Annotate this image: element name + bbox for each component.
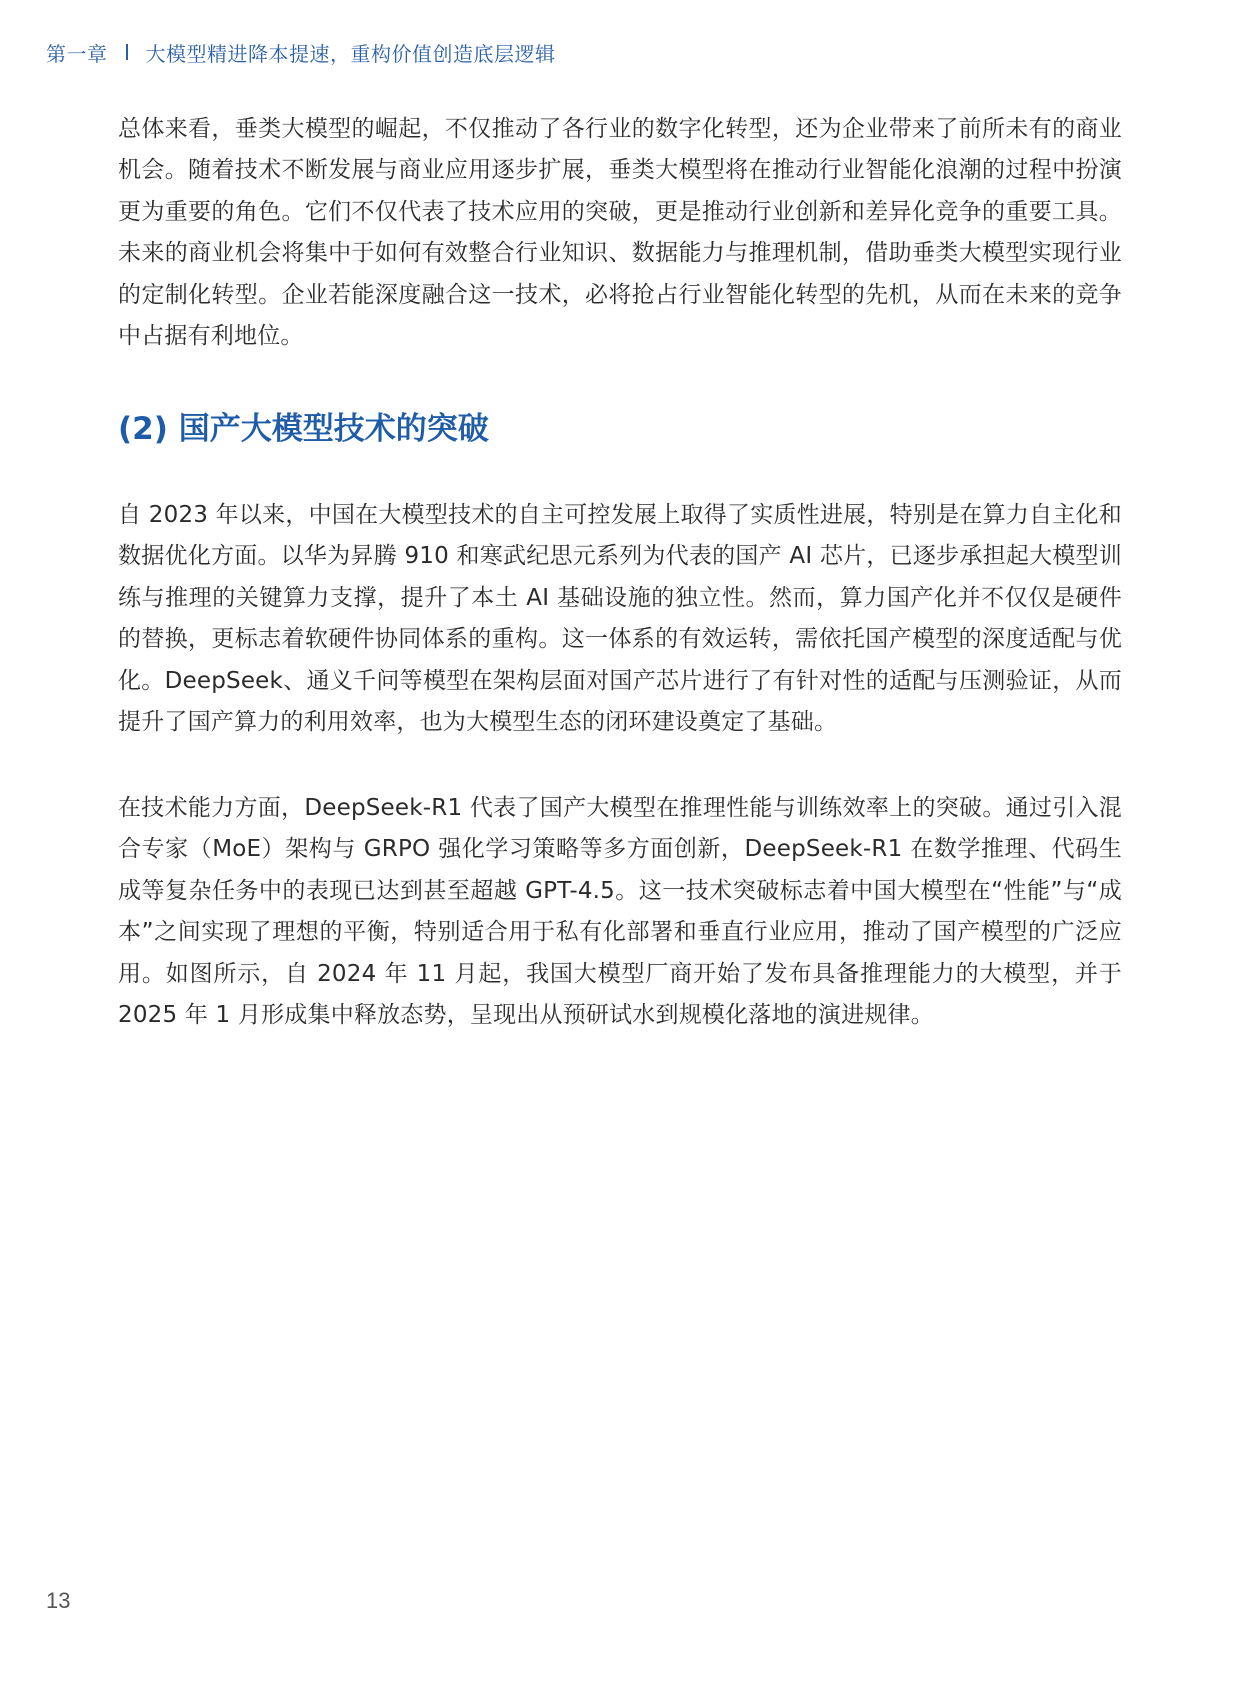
body-paragraph-1: 总体来看，垂类大模型的崛起，不仅推动了各行业的数字化转型，还为企业带来了前所未有的商业机会。随着技术不断发展与商业应用逐步扩展，垂类大模型将在推动行业智能化浪潮的过程中扮演更为重要的角色。它们不仅代表了技术应用的突破，更是推动行业创新和差异化竞争的重要工具。未来的商业机会将集中于如何有效整合行业知识、数据能力与推理机制，借助垂类大模型实现行业的定制化转型。企业若能深度融合这一技术，必将抢占行业智能化转型的先机，从而在未来的竞争中占据有利地位。	[118, 116, 1122, 350]
section-title: (2) 国产大模型技术的突破	[118, 411, 489, 447]
running-header	[46, 36, 556, 68]
body-paragraph-3: 在技术能力方面，DeepSeek-R1 代表了国产大模型在推理性能与训练效率上的突破。通过引入混合专家（MoE）架构与 GRPO 强化学习策略等多方面创新，DeepSeek-R1 在数学推理、代码生成等复杂任务中的表现已达到甚至超越 GPT-4.5。这一技术突破标志着中国大模型在“性能”与“成本”之间实现了理想的平衡，特别适合用于私有化部署和垂直行业应用，推动了国产模型的广泛应用。如图所示，自 2024 年 11 月起，我国大模型厂商开始了发布具备推理能力的大模型，并于 2025 年 1 月形成集中释放态势，呈现出从预研试水到规模化落地的演进规律。	[118, 795, 1122, 1029]
header-separator	[126, 44, 128, 60]
body-paragraph-2: 自 2023 年以来，中国在大模型技术的自主可控发展上取得了实质性进展，特别是在算力自主化和数据优化方面。以华为昇腾 910 和寒武纪思元系列为代表的国产 AI 芯片，已逐步承担起大模型训练与推理的关键算力支撑，提升了本土 AI 基础设施的独立性。然而，算力国产化并不仅仅是硬件的替换，更标志着软硬件协同体系的重构。这一体系的有效运转，需依托国产模型的深度适配与优化。DeepSeek、通义千问等模型在架构层面对国产芯片进行了有针对性的适配与压测验证，从而提升了国产算力的利用效率，也为大模型生态的闭环建设奠定了基础。	[118, 502, 1122, 736]
chapter-title: 大模型精进降本提速，重构价值创造底层逻辑	[145, 41, 556, 66]
chapter-label: 第一章	[46, 41, 108, 66]
page-number: 13	[46, 1588, 71, 1613]
